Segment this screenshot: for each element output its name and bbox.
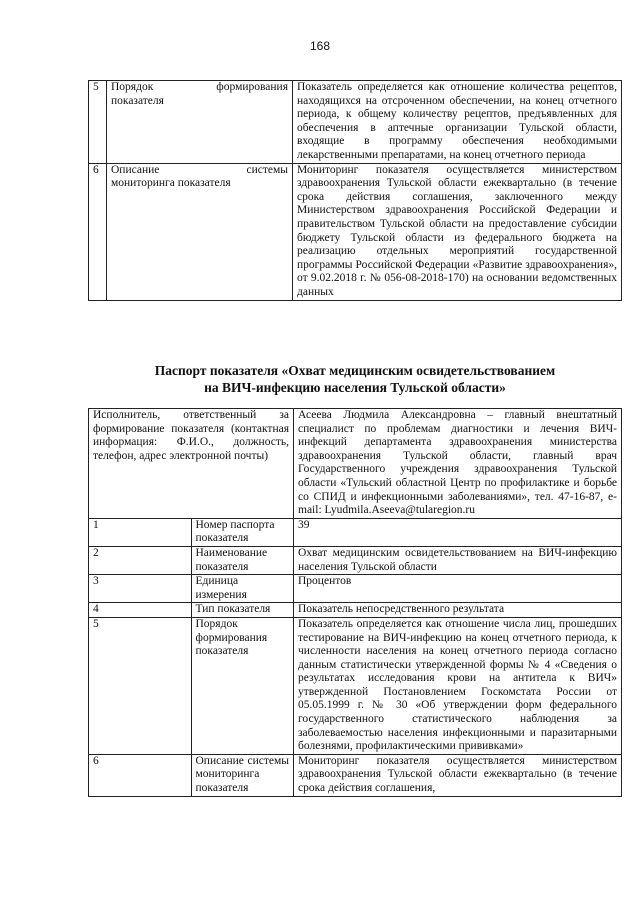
page-number: 168 — [309, 39, 331, 53]
executor-value — [294, 409, 622, 519]
row-label: Номер паспорта показателя — [191, 518, 294, 546]
row-value — [294, 546, 622, 574]
table-row — [89, 546, 622, 574]
table-row — [89, 754, 622, 796]
row-value: Показатель непосредственного результата — [294, 603, 622, 618]
row-value-text: Показатель определяется как отношение числа лиц, прошедших тестирование на ВИЧ-инфекцию на конец отчетного периода, к численности населения на конец отчетного периода согласно данным статистически утвержденной формы № 4 «Сведения о результатах исследования крови на антитела к ВИЧ» утвержденной Постановлением Госкомстата России от 05.05.1999 г. № 30 «Об утверждении форм федерального государственного статистического наблюдения за заболеваемостью населения инфекционными и паразитарными болезнями, профилактическими прививками» — [298, 617, 617, 753]
row-label-line: показателя — [195, 645, 249, 658]
row-label: Единица измерения — [191, 575, 294, 603]
row-label-line: Порядок формирования — [111, 81, 288, 93]
row-label — [191, 754, 294, 796]
row-value — [293, 81, 622, 164]
passport-title — [88, 362, 622, 396]
row-value: 39 — [294, 518, 622, 546]
table-continuation — [88, 80, 622, 301]
row-label — [191, 617, 294, 754]
passport-table — [88, 408, 622, 797]
row-value — [293, 163, 622, 300]
table-row — [89, 163, 622, 300]
row-number: 3 — [89, 575, 192, 603]
executor-label-text: Исполнитель, ответственный за формирование показателя (контактная информация: Ф.И.О., должность, телефон, адрес электронной почты) — [93, 409, 289, 462]
row-label-line: Порядок формирования — [195, 617, 268, 644]
row-label — [107, 81, 293, 164]
table-row — [89, 81, 622, 164]
executor-label — [89, 409, 294, 519]
row-label-line: показателя — [111, 94, 164, 107]
row-value — [294, 617, 622, 754]
table-row — [89, 617, 622, 754]
row-value-text: Мониторинг показателя осуществляется министерством здравоохранения Тульской области ежеквартально (в течение срока действия соглашения, — [298, 754, 617, 795]
table-row — [89, 518, 622, 546]
row-label-line: Описание системы — [111, 163, 288, 176]
row-value — [294, 754, 622, 796]
table-row-executor — [89, 409, 622, 519]
passport-title-line: на ВИЧ-инфекцию населения Тульской области» — [204, 380, 506, 395]
row-value-text: Мониторинг показателя осуществляется министерством здравоохранения Тульской области ежеквартально (в течение срока действия соглашения, заключенного между Министерством здравоохранения Российской Федерации и правительством Тульской области на предоставление субсидии бюджету Тульской области из федерального бюджета на реализацию отдельных мероприятий государственной программы Российской Федерации «Развитие здравоохранения», от 9.02.2018 г. № 056-08-2018-170) на основании ведомственных данных — [297, 163, 617, 298]
row-number: 5 — [89, 617, 192, 754]
row-value-text: Охват медицинским освидетельствованием на ВИЧ-инфекцию населения Тульской области — [298, 546, 617, 573]
row-number: 5 — [89, 81, 107, 164]
row-label-line: мониторинга показателя — [195, 768, 260, 795]
row-number: 6 — [89, 163, 107, 300]
row-label: Наименование показателя — [191, 546, 294, 574]
row-value-text: Показатель определяется как отношение количества рецептов, находящихся на отсроченном обеспечении, на конец отчетного периода, к общему количеству рецептов, предъявленных для обеспечения в аптечные организации Тульской области, входящие в программу обеспечения необходимыми лекарственными препаратами, на конец отчетного периода — [297, 81, 617, 161]
row-number: 1 — [89, 518, 192, 546]
executor-value-text: Асеева Людмила Александровна – главный внештатный специалист по проблемам диагностики и лечения ВИЧ-инфекций департамента здравоохранения министерства здравоохранения Тульской области, главный врач Государственного учреждения здравоохранения Тульской области «Тульский областной Центр по профилактике и борьбе со СПИД и инфекционными заболеваниями», тел. 47-16-87, e-mail: Lyudmila.Aseeva@tularegion.ru — [298, 409, 617, 517]
row-label-line: Описание системы — [195, 754, 289, 767]
row-label-line: мониторинга показателя — [111, 177, 231, 190]
row-label: Тип показателя — [191, 603, 294, 618]
row-number: 4 — [89, 603, 192, 618]
row-number: 6 — [89, 754, 192, 796]
row-label — [107, 163, 293, 300]
row-value: Процентов — [294, 575, 622, 603]
passport-title-line: Паспорт показателя «Охват медицинским освидетельствованием — [154, 363, 556, 378]
table-row — [89, 575, 622, 603]
row-number: 2 — [89, 546, 192, 574]
table-row — [89, 603, 622, 618]
